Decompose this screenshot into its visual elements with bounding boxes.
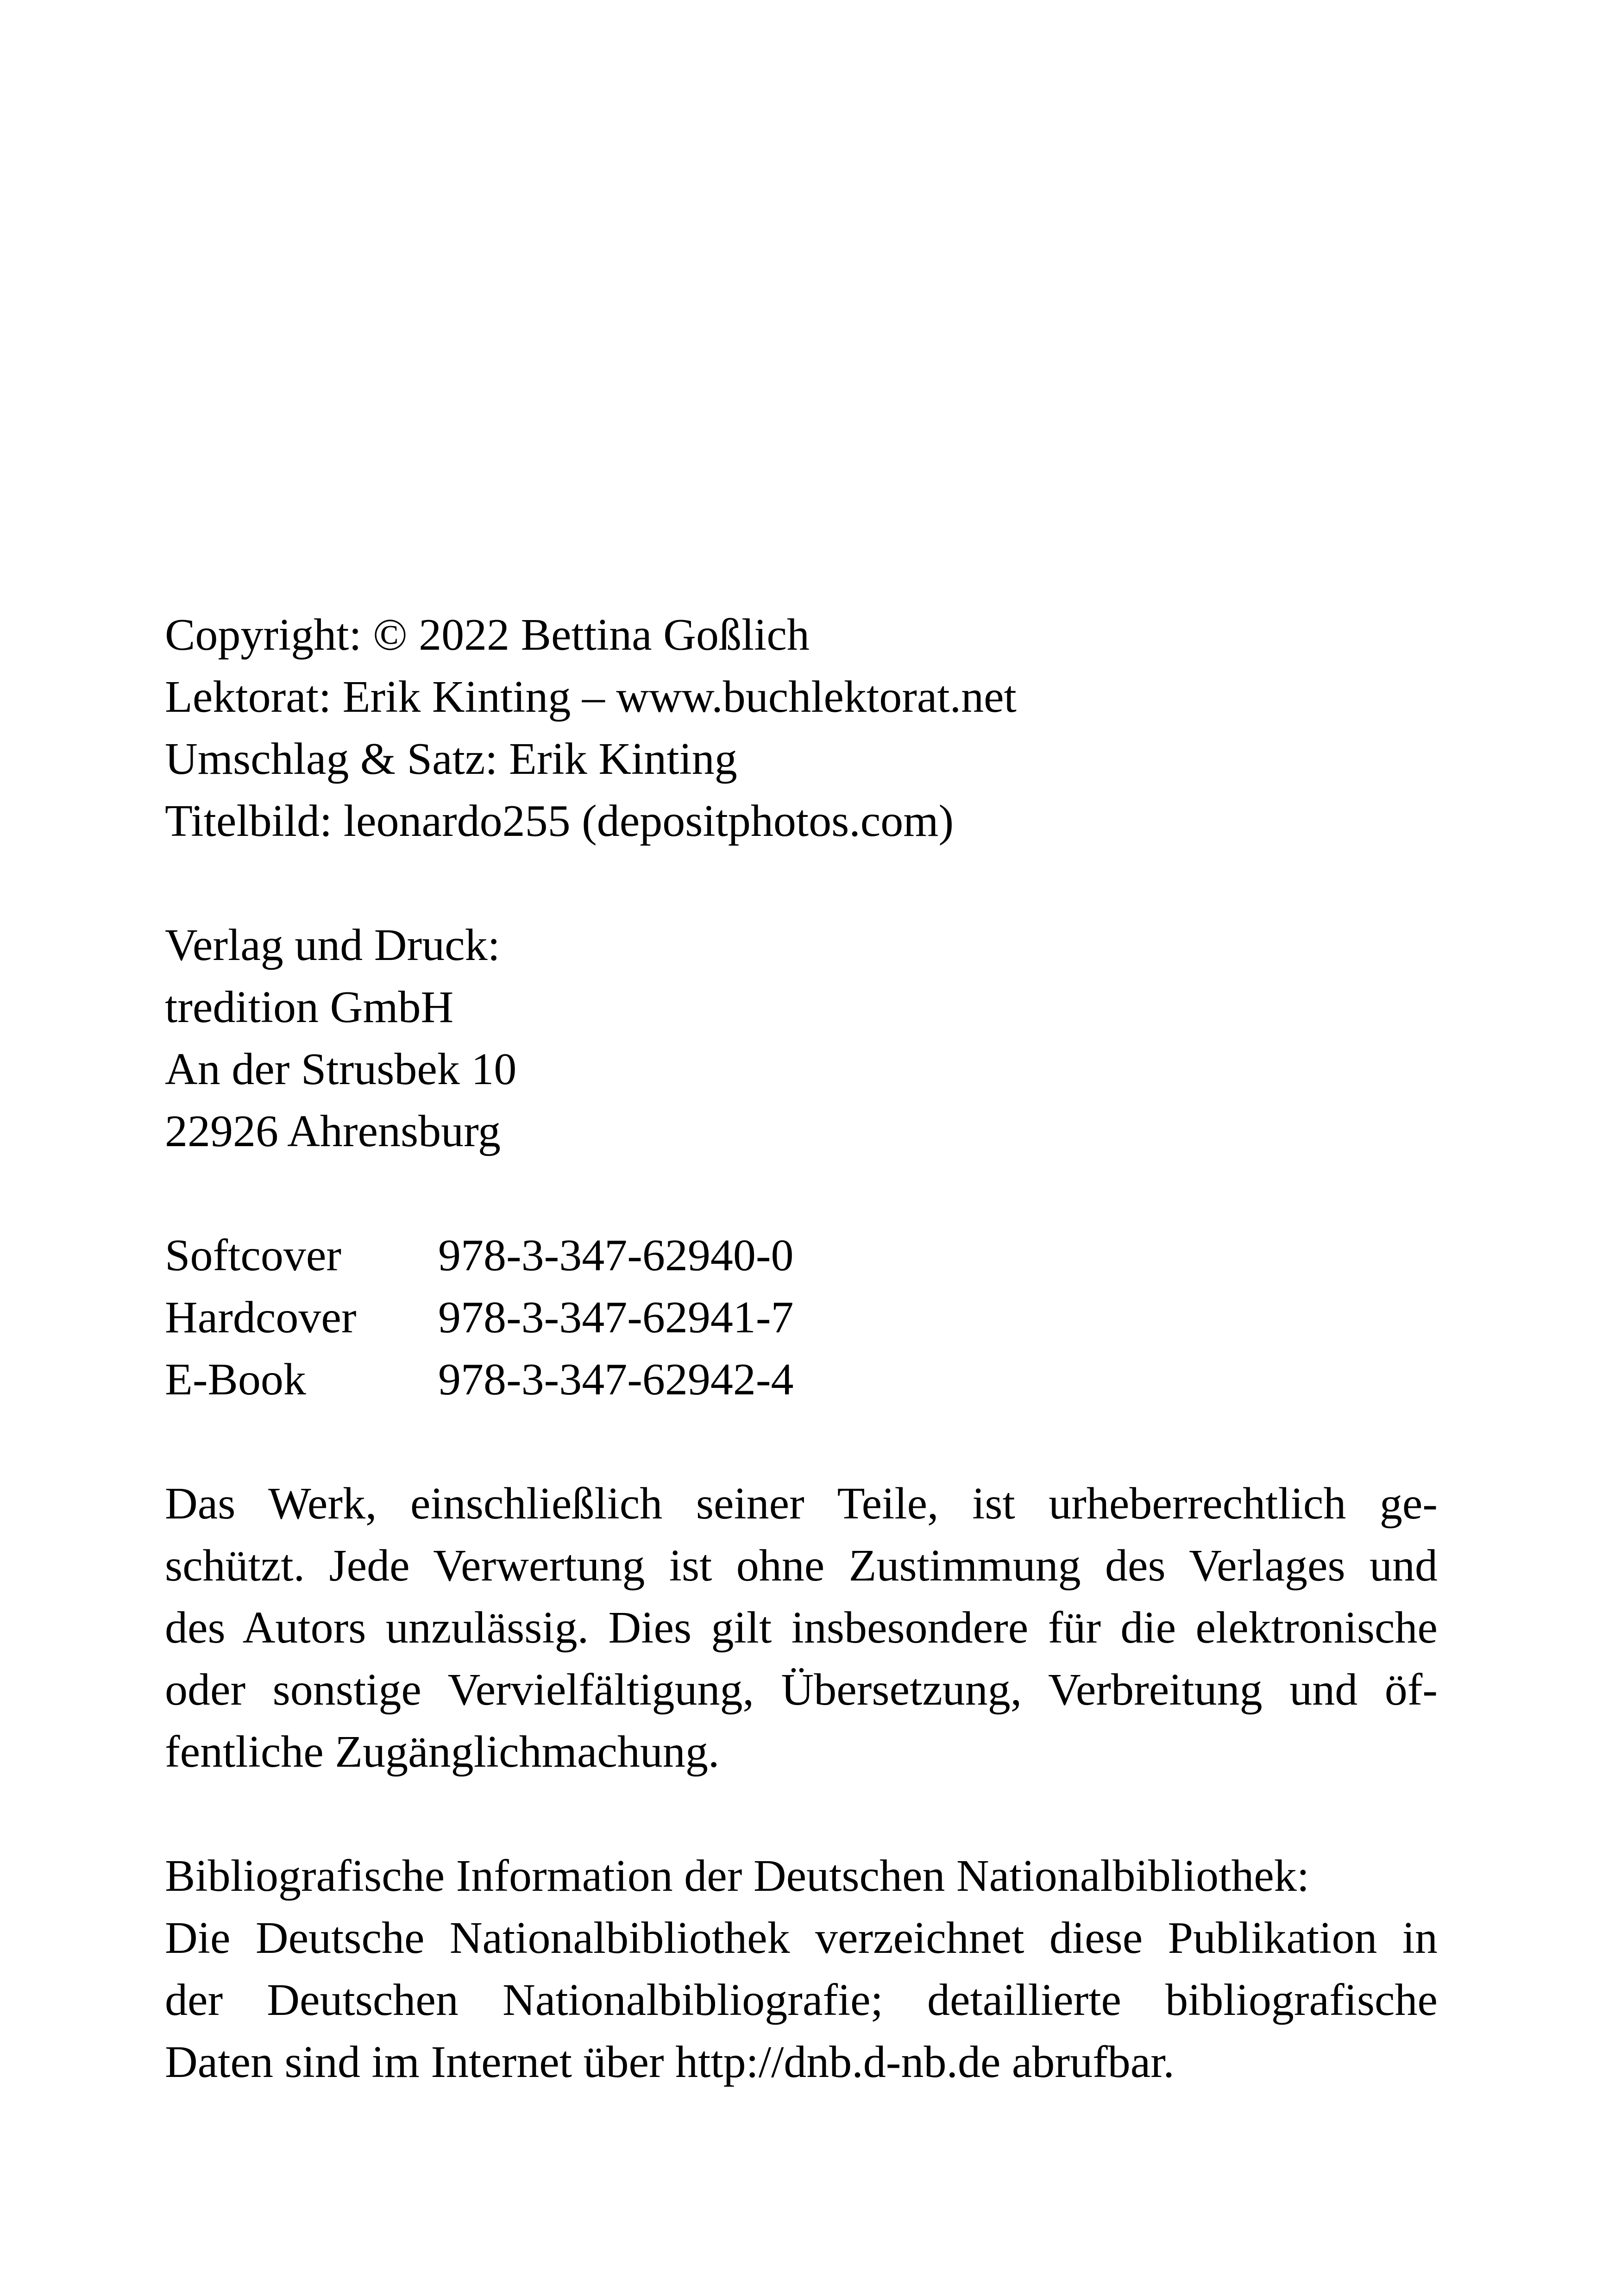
spacer <box>165 1411 1438 1473</box>
isbn-label: E-Book <box>165 1355 306 1405</box>
bibliographic-line: Daten sind im Internet über http://dnb.d-nb.de abrufbar. <box>165 2037 1175 2087</box>
isbn-block <box>165 1224 1438 1411</box>
isbn-label: Softcover <box>165 1230 341 1280</box>
isbn-number: 978-3-347-62941-7 <box>438 1292 794 1342</box>
isbn-number: 978-3-347-62940-0 <box>438 1230 794 1280</box>
rights-notice-line: schützt. Jede Verwertung ist ohne Zustimmung des Verlages und <box>165 1541 1438 1591</box>
rights-notice-paragraph <box>165 1473 1438 1783</box>
credits-block <box>165 604 1438 852</box>
publisher-block <box>165 914 1438 1162</box>
rights-notice-line: Das Werk, einschließlich seiner Teile, ist urheberrechtlich ge- <box>165 1479 1438 1529</box>
bibliographic-paragraph <box>165 1845 1438 2093</box>
editing-line: Lektorat: Erik Kinting – www.buchlektorat.net <box>165 672 1017 722</box>
imprint-content <box>165 604 1438 2093</box>
bibliographic-line: Die Deutsche Nationalbibliothek verzeichnet diese Publikation in <box>165 1913 1438 1963</box>
rights-notice-line: des Autors unzulässig. Dies gilt insbesondere für die elektronische <box>165 1603 1438 1653</box>
publisher-heading: Verlag und Druck: <box>165 920 500 970</box>
publisher-name: tredition GmbH <box>165 982 454 1032</box>
isbn-label: Hardcover <box>165 1292 357 1342</box>
rights-notice-line: oder sonstige Vervielfältigung, Übersetzung, Verbreitung und öf- <box>165 1665 1438 1715</box>
cover-layout-line: Umschlag & Satz: Erik Kinting <box>165 734 737 784</box>
spacer <box>165 1162 1438 1224</box>
publisher-city: 22926 Ahrensburg <box>165 1106 501 1156</box>
bibliographic-line: der Deutschen Nationalbibliografie; detaillierte bibliografische <box>165 1975 1438 2025</box>
isbn-number: 978-3-347-62942-4 <box>438 1355 794 1405</box>
isbn-row-hardcover <box>165 1286 1438 1349</box>
cover-image-line: Titelbild: leonardo255 (depositphotos.com) <box>165 796 954 846</box>
isbn-row-ebook <box>165 1349 1438 1411</box>
spacer <box>165 852 1438 914</box>
publisher-street: An der Strusbek 10 <box>165 1044 517 1094</box>
isbn-row-softcover <box>165 1224 1438 1286</box>
rights-notice-line: fentliche Zugänglichmachung. <box>165 1727 720 1777</box>
spacer <box>165 1783 1438 1845</box>
bibliographic-heading: Bibliografische Information der Deutschen Nationalbibliothek: <box>165 1851 1310 1901</box>
copyright-line: Copyright: © 2022 Bettina Goßlich <box>165 610 810 660</box>
